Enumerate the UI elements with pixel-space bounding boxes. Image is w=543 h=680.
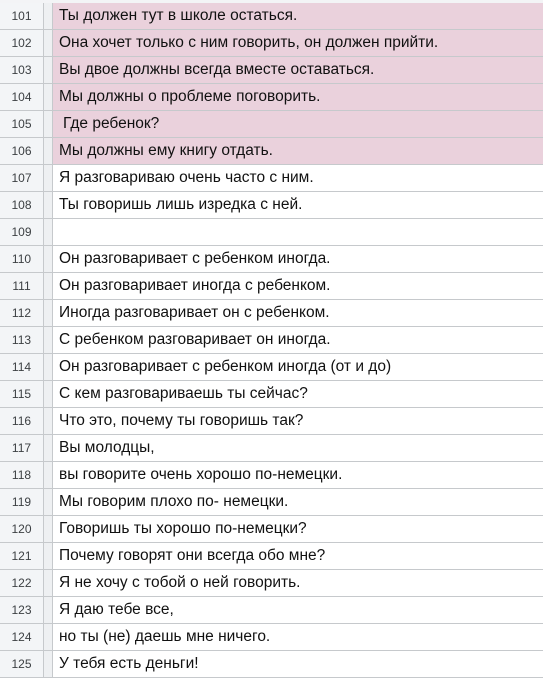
- column-a-cell[interactable]: [44, 273, 53, 299]
- table-row: [0, 543, 543, 570]
- text-cell[interactable]: Я даю тебе все,: [59, 601, 174, 618]
- table-row: [0, 381, 543, 408]
- column-a-cell[interactable]: [44, 84, 53, 110]
- table-row: [0, 219, 543, 246]
- text-cell[interactable]: Он разговаривает с ребенком иногда (от и до): [59, 358, 392, 375]
- column-a-cell[interactable]: [44, 435, 53, 461]
- row-number[interactable]: 120: [0, 516, 44, 542]
- row-number[interactable]: 111: [0, 273, 44, 299]
- table-row: [0, 111, 543, 138]
- row-number[interactable]: 114: [0, 354, 44, 380]
- column-a-cell[interactable]: [44, 246, 53, 272]
- column-a-cell[interactable]: [44, 300, 53, 326]
- row-number[interactable]: 109: [0, 219, 44, 245]
- table-row: [0, 30, 543, 57]
- table-row: [0, 300, 543, 327]
- column-a-cell[interactable]: [44, 381, 53, 407]
- row-number[interactable]: 121: [0, 543, 44, 569]
- row-number[interactable]: 108: [0, 192, 44, 218]
- row-number[interactable]: 122: [0, 570, 44, 596]
- column-a-cell[interactable]: [44, 327, 53, 353]
- column-a-cell[interactable]: [44, 57, 53, 83]
- table-row: [0, 192, 543, 219]
- row-number[interactable]: 113: [0, 327, 44, 353]
- column-a-cell[interactable]: [44, 624, 53, 650]
- table-row: [0, 516, 543, 543]
- row-number[interactable]: 123: [0, 597, 44, 623]
- row-number[interactable]: 106: [0, 138, 44, 164]
- table-row: [0, 570, 543, 597]
- column-a-cell[interactable]: [44, 354, 53, 380]
- table-row: [0, 165, 543, 192]
- table-row: [0, 408, 543, 435]
- text-cell[interactable]: [53, 219, 543, 245]
- text-cell[interactable]: Я разговариваю очень часто с ним.: [59, 169, 314, 186]
- column-a-cell[interactable]: [44, 219, 53, 245]
- text-cell[interactable]: У тебя есть деньги!: [59, 655, 199, 672]
- rows-container: [0, 3, 543, 678]
- table-row: [0, 489, 543, 516]
- table-row: [0, 3, 543, 30]
- row-number[interactable]: 124: [0, 624, 44, 650]
- text-cell[interactable]: Мы говорим плохо по- немецки.: [59, 493, 289, 510]
- row-number[interactable]: 118: [0, 462, 44, 488]
- row-number[interactable]: 101: [0, 3, 44, 29]
- text-cell[interactable]: Говоришь ты хорошо по-немецки?: [59, 520, 307, 537]
- table-row: [0, 462, 543, 489]
- column-a-cell[interactable]: [44, 3, 53, 29]
- column-a-cell[interactable]: [44, 192, 53, 218]
- text-cell[interactable]: Ты говоришь лишь изредка с ней.: [59, 196, 303, 213]
- text-cell[interactable]: Иногда разговаривает он с ребенком.: [59, 304, 330, 321]
- text-cell[interactable]: вы говорите очень хорошо по-немецки.: [59, 466, 343, 483]
- text-cell[interactable]: Что это, почему ты говоришь так?: [59, 412, 304, 429]
- row-number[interactable]: 104: [0, 84, 44, 110]
- table-row: [0, 327, 543, 354]
- text-cell[interactable]: Он разговаривает иногда с ребенком.: [59, 277, 331, 294]
- text-cell[interactable]: Вы двое должны всегда вместе оставаться.: [53, 57, 543, 83]
- table-row: [0, 138, 543, 165]
- text-cell[interactable]: Она хочет только с ним говорить, он должен прийти.: [53, 30, 543, 56]
- row-number[interactable]: 105: [0, 111, 44, 137]
- column-a-cell[interactable]: [44, 543, 53, 569]
- column-a-cell[interactable]: [44, 570, 53, 596]
- text-cell[interactable]: Мы должны о проблеме поговорить.: [53, 84, 543, 110]
- table-row: [0, 354, 543, 381]
- table-row: [0, 273, 543, 300]
- row-number[interactable]: 102: [0, 30, 44, 56]
- row-number[interactable]: 119: [0, 489, 44, 515]
- column-a-cell[interactable]: [44, 138, 53, 164]
- column-a-cell[interactable]: [44, 111, 53, 137]
- column-a-cell[interactable]: [44, 30, 53, 56]
- column-a-cell[interactable]: [44, 597, 53, 623]
- row-number[interactable]: 125: [0, 651, 44, 677]
- text-cell[interactable]: Я не хочу с тобой о ней говорить.: [59, 574, 301, 591]
- row-number[interactable]: 117: [0, 435, 44, 461]
- text-cell[interactable]: Он разговаривает с ребенком иногда.: [59, 250, 331, 267]
- column-a-cell[interactable]: [44, 651, 53, 677]
- column-a-cell[interactable]: [44, 516, 53, 542]
- text-cell[interactable]: Почему говорят они всегда обо мне?: [59, 547, 326, 564]
- text-cell[interactable]: С кем разговариваешь ты сейчас?: [59, 385, 308, 402]
- table-row: [0, 435, 543, 462]
- table-row: [0, 597, 543, 624]
- text-cell[interactable]: Где ребенок?: [53, 111, 543, 137]
- text-cell[interactable]: но ты (не) даешь мне ничего.: [59, 628, 271, 645]
- table-row: [0, 57, 543, 84]
- table-row: [0, 651, 543, 678]
- column-a-cell[interactable]: [44, 165, 53, 191]
- row-number[interactable]: 110: [0, 246, 44, 272]
- table-row: [0, 246, 543, 273]
- text-cell[interactable]: Ты должен тут в школе остаться.: [53, 3, 543, 29]
- text-cell[interactable]: Мы должны ему книгу отдать.: [53, 138, 543, 164]
- column-a-cell[interactable]: [44, 408, 53, 434]
- text-cell[interactable]: Вы молодцы,: [59, 439, 155, 456]
- text-cell[interactable]: С ребенком разговаривает он иногда.: [59, 331, 331, 348]
- row-number[interactable]: 115: [0, 381, 44, 407]
- row-number[interactable]: 107: [0, 165, 44, 191]
- row-number[interactable]: 116: [0, 408, 44, 434]
- table-row: [0, 624, 543, 651]
- row-number[interactable]: 103: [0, 57, 44, 83]
- row-number[interactable]: 112: [0, 300, 44, 326]
- column-a-cell[interactable]: [44, 489, 53, 515]
- column-a-cell[interactable]: [44, 462, 53, 488]
- table-row: [0, 84, 543, 111]
